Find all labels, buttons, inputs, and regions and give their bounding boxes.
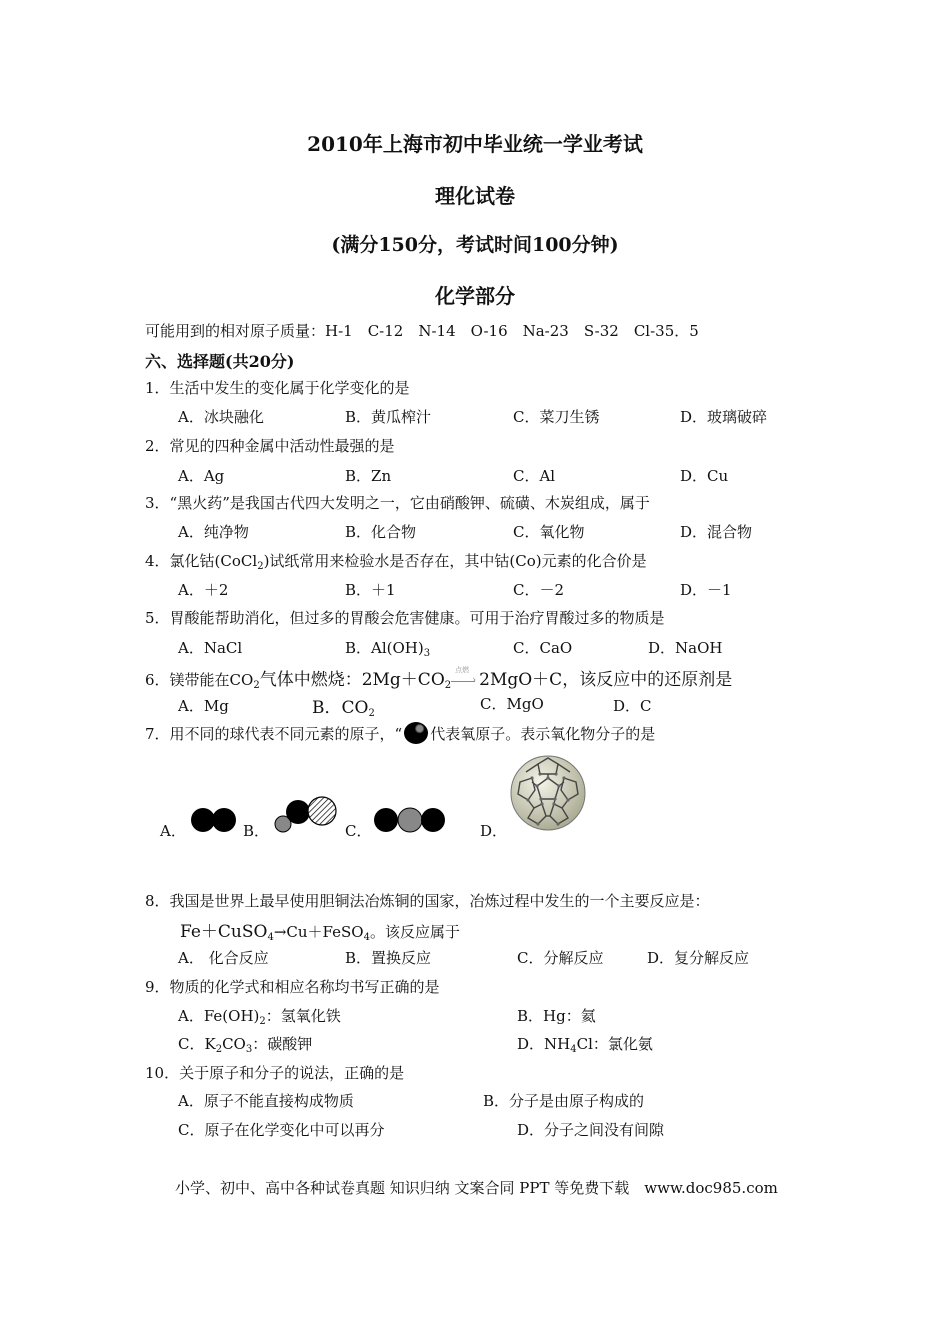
question-6-stem: 6．镁带能在$CO_2$气体中燃烧：$2Mg+CO_2$ 点燃 › 2MgO＋C，该反应中的还原剂是 — [145, 666, 733, 691]
q5-option-d: D．NaOH — [648, 639, 723, 657]
q6-option-d: D．C — [613, 697, 652, 715]
q1-option-c: C．菜刀生锈 — [513, 408, 600, 426]
question-3-stem: 3．“黑火药”是我国古代四大发明之一，它由硝酸钾、硫磺、木炭组成，属于 — [145, 494, 650, 512]
q7-option-a: A． — [160, 822, 186, 840]
q8-option-a: A． 化合反应 — [178, 949, 269, 967]
reaction-arrow: 点燃 › — [451, 674, 479, 688]
q5-option-a: A．NaCl — [178, 639, 243, 657]
molecule-a-icon — [190, 806, 240, 836]
q8-option-c: C．分解反应 — [517, 949, 604, 967]
question-9-stem: 9．物质的化学式和相应名称均书写正确的是 — [145, 978, 440, 996]
q7-option-b: B． — [243, 822, 270, 840]
q6-option-a: A．Mg — [178, 697, 229, 715]
q2-option-d: D．Cu — [680, 467, 729, 485]
footer-note: 小学、初中、高中各种试卷真题 知识归纳 文案合同 PPT 等免费下载 www.doc985.com — [175, 1179, 778, 1197]
q3-option-c: C．氧化物 — [513, 523, 585, 541]
exam-title: 2010年上海市初中毕业统一学业考试 — [307, 132, 643, 156]
q4-option-a: A．＋2 — [178, 581, 229, 599]
q9-option-c: C．$K_2CO_3$：碳酸钾 — [178, 1035, 313, 1055]
q5-option-b: B．$Al(OH)_3$ — [345, 639, 431, 659]
q4-option-c: C．－2 — [513, 581, 565, 599]
question-8-equation: Fe＋CuSO$_4$→Cu＋FeSO$_4$。该反应属于 — [180, 922, 460, 943]
q10-option-b: B．分子是由原子构成的 — [483, 1092, 645, 1110]
molecule-c-icon — [373, 806, 449, 836]
q3-option-d: D．混合物 — [680, 523, 753, 541]
q6-option-b: B．$CO_2$ — [312, 698, 375, 719]
q2-option-b: B．Zn — [345, 467, 392, 485]
q5-option-c: C．CaO — [513, 639, 573, 657]
question-1-stem: 1．生活中发生的变化属于化学变化的是 — [145, 379, 410, 397]
question-2-stem: 2．常见的四种金属中活动性最强的是 — [145, 437, 395, 455]
molecule-b-icon — [274, 796, 344, 836]
q9-option-d: D．$NH_4Cl$：氯化氨 — [517, 1035, 653, 1055]
question-5-stem: 5．胃酸能帮助消化，但过多的胃酸会危害健康。可用于治疗胃酸过多的物质是 — [145, 609, 665, 627]
q1-option-a: A．冰块融化 — [178, 408, 264, 426]
q2-option-c: C．Al — [513, 467, 556, 485]
question-7-stem: 7．用不同的球代表不同元素的原子，“ 代表氧原子。表示氧化物分子的是 — [145, 722, 655, 744]
oxygen-atom-icon — [404, 722, 428, 744]
q6-option-c: C．MgO — [480, 695, 544, 713]
part-title: 化学部分 — [435, 284, 515, 308]
q7-option-c: C． — [345, 822, 372, 840]
q3-option-a: A．纯净物 — [178, 523, 249, 541]
section-heading: 六、选择题(共20分) — [145, 352, 295, 371]
exam-subtitle: 理化试卷 — [435, 184, 515, 208]
q4-option-b: B．＋1 — [345, 581, 396, 599]
q1-option-d: D．玻璃破碎 — [680, 408, 768, 426]
exam-scoring: (满分150分，考试时间100分钟) — [331, 234, 619, 256]
q4-option-d: D．－1 — [680, 581, 732, 599]
q8-option-b: B．置换反应 — [345, 949, 432, 967]
fullerene-c60-icon — [508, 752, 588, 834]
q10-option-d: D．分子之间没有间隙 — [517, 1121, 665, 1139]
q2-option-a: A．Ag — [178, 467, 225, 485]
q3-option-b: B．化合物 — [345, 523, 417, 541]
q10-option-c: C．原子在化学变化中可以再分 — [178, 1121, 385, 1139]
question-4-stem: 4．氯化钴(CoCl$_2$)试纸常用来检验水是否存在，其中钴(Co)元素的化合价是 — [145, 552, 647, 572]
atomic-masses: 可能用到的相对原子质量：H-1 C-12 N-14 O-16 Na-23 S-32 Cl-35．5 — [145, 322, 699, 340]
reaction-condition: 点燃 — [455, 666, 470, 674]
q9-option-a: A．$Fe(OH)_2$：氢氧化铁 — [178, 1007, 341, 1027]
q7-option-d: D． — [480, 822, 508, 840]
q9-option-b: B．Hg：氦 — [517, 1007, 596, 1025]
question-10-stem: 10．关于原子和分子的说法，正确的是 — [145, 1064, 405, 1082]
q10-option-a: A．原子不能直接构成物质 — [178, 1092, 354, 1110]
q8-option-d: D．复分解反应 — [647, 949, 750, 967]
question-8-stem: 8．我国是世界上最早使用胆铜法冶炼铜的国家，冶炼过程中发生的一个主要反应是： — [145, 892, 710, 910]
q1-option-b: B．黄瓜榨汁 — [345, 408, 432, 426]
